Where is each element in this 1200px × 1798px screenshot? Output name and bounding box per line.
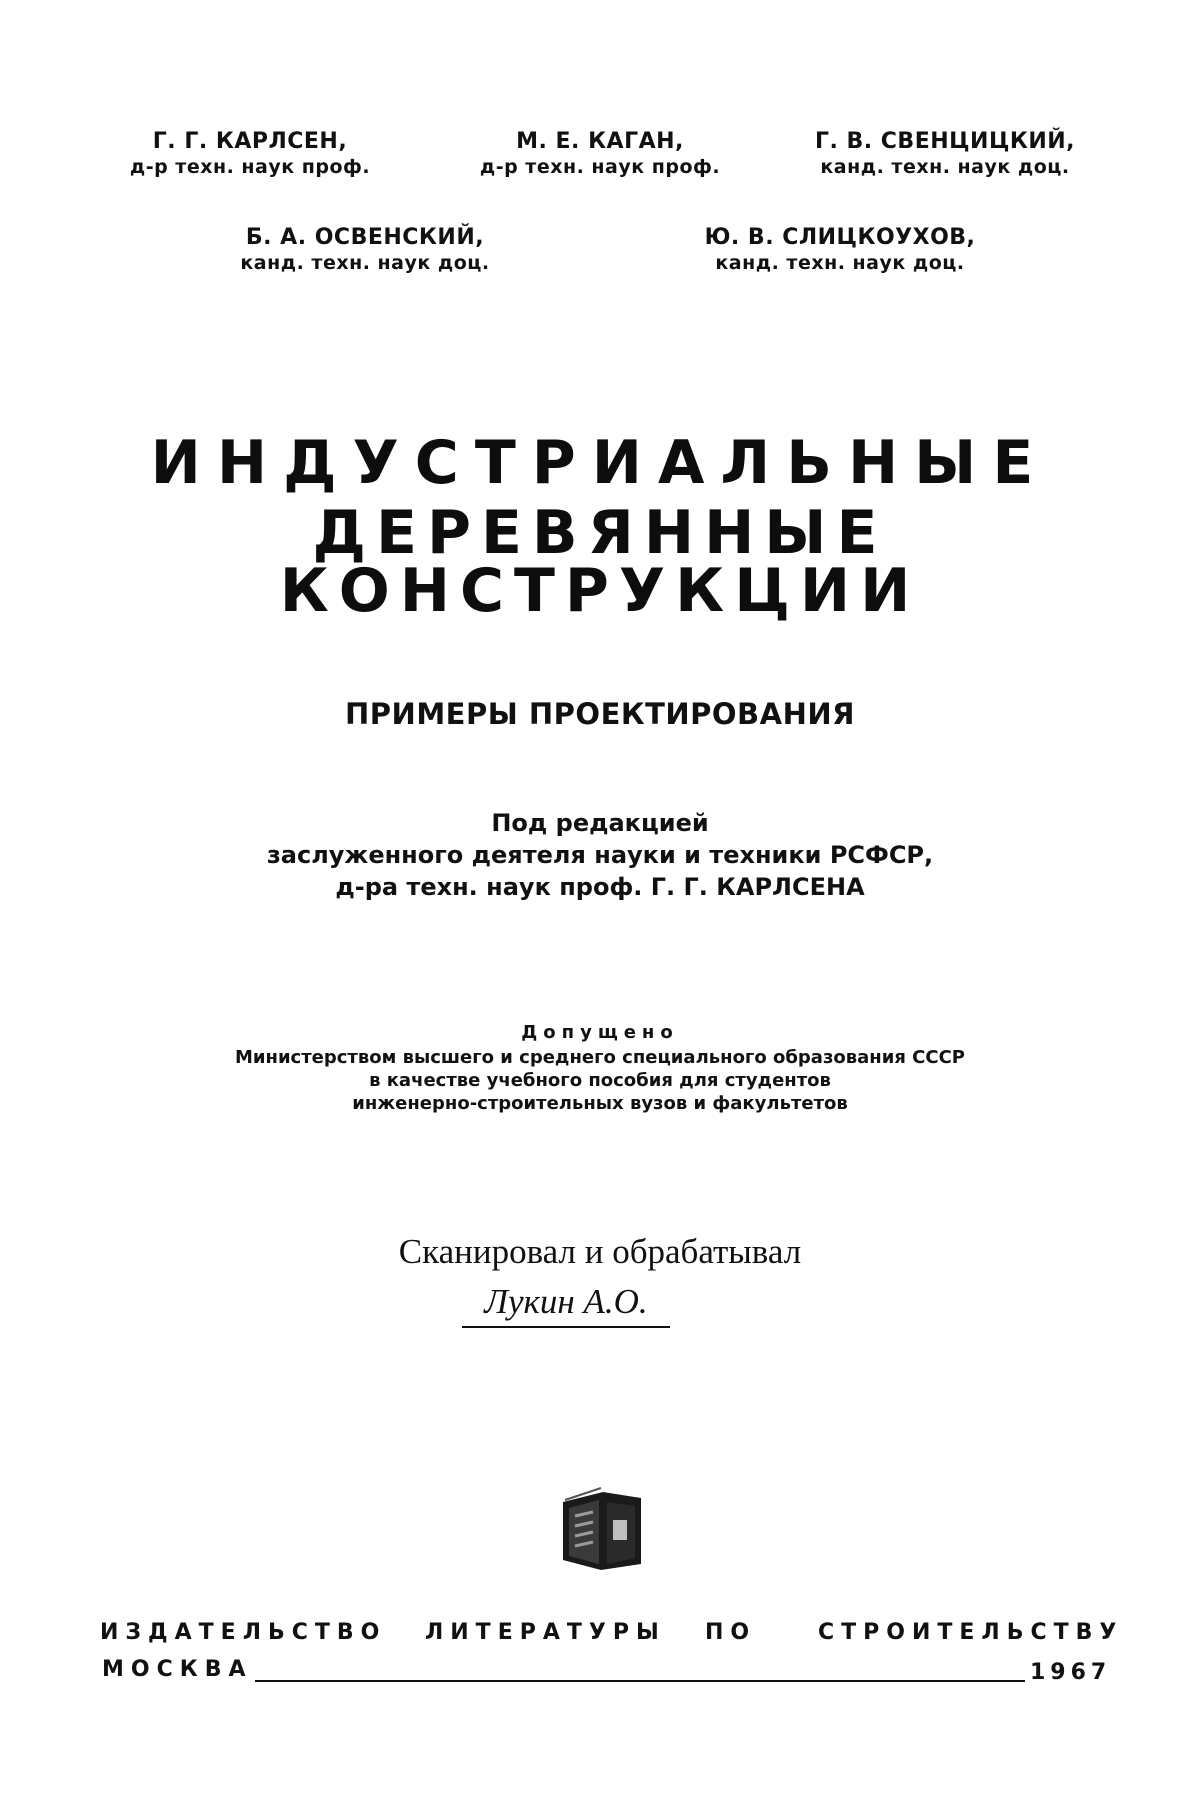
editor-line-3: д-ра техн. наук проф. Г. Г. КАРЛСЕНА	[335, 873, 865, 901]
author-name: Г. В. СВЕНЦИЦКИЙ,	[814, 129, 1076, 154]
publisher-word-1: ИЗДАТЕЛЬСТВО	[100, 1620, 387, 1645]
approval-heading: Допущено	[521, 1022, 679, 1043]
scan-note-author: Лукин А.О.	[484, 1282, 648, 1321]
author-name: Г. Г. КАРЛСЕН,	[152, 129, 348, 154]
editor-line-2: заслуженного деятеля науки и техники РСФСР,	[266, 841, 934, 869]
author-sventsitsky	[800, 128, 1090, 179]
author-degree: канд. техн. наук доц.	[240, 251, 490, 274]
author-kagan	[465, 128, 735, 179]
author-name: М. Е. КАГАН,	[516, 129, 684, 154]
author-degree: д-р техн. наук проф.	[129, 155, 371, 178]
publisher-word-4: СТРОИТЕЛЬСТВУ	[818, 1620, 1124, 1645]
approval-line-1: Министерством высшего и среднего специального образования СССР	[234, 1047, 965, 1068]
approval-line-2: в качестве учебного пособия для студентов	[369, 1070, 831, 1091]
title-line-2: ДЕРЕВЯННЫЕ	[312, 498, 888, 568]
scan-note-signature	[462, 1282, 670, 1328]
editor-line-1: Под редакцией	[491, 809, 709, 837]
title-line-1: ИНДУСТРИАЛЬНЫЕ	[150, 428, 1050, 498]
subtitle: ПРИМЕРЫ ПРОЕКТИРОВАНИЯ	[345, 697, 855, 731]
title-line-3: КОНСТРУКЦИИ	[279, 556, 921, 626]
publisher-rule	[255, 1680, 1025, 1682]
author-degree: канд. техн. наук доц.	[715, 251, 965, 274]
approval-line-3: инженерно-строительных вузов и факультетов	[352, 1093, 848, 1114]
author-osvensky	[215, 224, 515, 275]
author-name: Ю. В. СЛИЦКОУХОВ,	[704, 225, 976, 250]
author-name: Б. А. ОСВЕНСКИЙ,	[245, 225, 485, 250]
publisher-word-2: ЛИТЕРАТУРЫ	[425, 1620, 666, 1645]
scan-note-line-1: Сканировал и обрабатывал	[398, 1232, 802, 1271]
publication-year: 1967	[1030, 1660, 1112, 1685]
author-karlsen	[115, 128, 385, 179]
publisher-city: МОСКВА	[102, 1657, 253, 1682]
publisher-logo	[555, 1482, 645, 1572]
publisher-word-3: ПО	[705, 1620, 757, 1645]
author-degree: канд. техн. наук доц.	[820, 155, 1070, 178]
author-degree: д-р техн. наук проф.	[479, 155, 721, 178]
author-slitskoukhov	[690, 224, 990, 275]
